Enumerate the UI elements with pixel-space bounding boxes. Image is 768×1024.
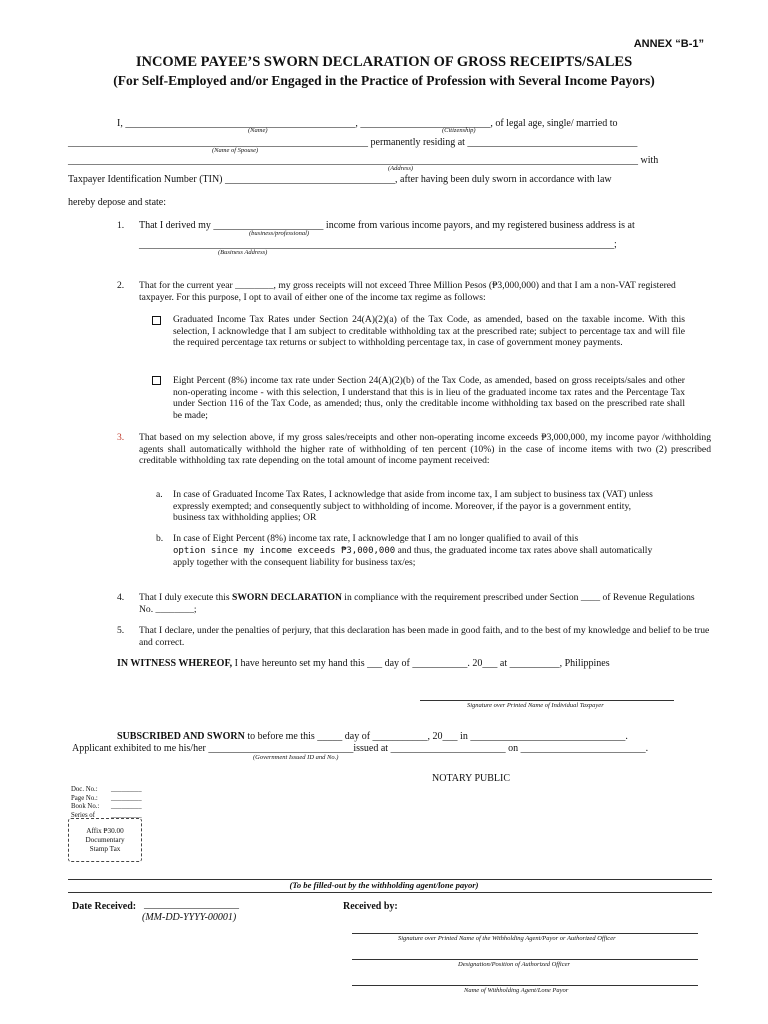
doc-field: Book No.: _________	[71, 803, 142, 811]
item-3a-label: a.	[156, 489, 163, 500]
applicant-id-line: Applicant exhibited to me his/her _____________________________issued at _______________________ on _________________________.	[72, 743, 649, 754]
subscribed-text: to before me this _____ day of ___________, 20___ in _______________________________.	[244, 731, 628, 742]
stamp-line-2: Documentary	[85, 836, 125, 844]
item-3b-text-1: In case of Eight Percent (8%) income tax rate, I acknowledge that I am no longer qualified to avail of this	[173, 533, 579, 544]
page-subtitle: (For Self-Employed and/or Engaged in the Practice of Profession with Several Income Payors)	[113, 73, 655, 88]
caption-designation: Designation/Position of Authorized Officer	[458, 961, 571, 968]
item-5-number: 5.	[117, 625, 125, 636]
item-4-post: in compliance with the requirement prescribed under Section ____ of Revenue Regulations No. ________;	[139, 592, 695, 615]
item-3-text: That based on my selection above, if my gross sales/receipts and other non-operating income exceeds ₱3,000,000, my income payor /withholding agents shall automatically withhold the higher rate of withholding of ten percent (10%) in the case of income items with two (2) prescribed creditable withholding tax rate depending on the total amount of income payment received:	[139, 432, 711, 467]
doc-field: Page No.: _________	[71, 794, 142, 802]
section-divider-bottom	[68, 892, 712, 893]
item-2-number: 2.	[117, 280, 125, 291]
taxpayer-signature-caption: Signature over Printed Name of Individual Taxpayer	[467, 702, 604, 709]
date-received-label: Date Received:	[72, 901, 137, 912]
notary-public-label: NOTARY PUBLIC	[432, 773, 511, 784]
checkbox-graduated-rates[interactable]	[152, 316, 161, 325]
caption-spouse: (Name of Spouse)	[212, 147, 259, 154]
item-1-number: 1.	[117, 220, 125, 231]
stamp-line-1: Affix ₱30.00	[86, 827, 124, 835]
documentary-stamp-box	[68, 818, 142, 862]
subscribed-bold: SUBSCRIBED AND SWORN	[117, 731, 245, 742]
annex-label: ANNEX “B-1”	[633, 38, 704, 50]
item-4-number: 4.	[117, 592, 125, 603]
item-3b-text	[173, 533, 663, 569]
item-4-text	[139, 592, 711, 615]
item-3a-text: In case of Graduated Income Tax Rates, I acknowledge that aside from income tax, I am subject to business tax (VAT) unless expressly exempted; and consequently subject to withholding of income. Moreover, if the payor is a government entity, business tax withholding applies; OR	[173, 489, 653, 524]
caption-business-address: (Business Address)	[218, 249, 268, 256]
intro-line-3: __________________________________________________________________________________________________________________ with	[68, 155, 659, 166]
item-4-bold: SWORN DECLARATION	[231, 592, 342, 603]
intro-line-1: I, ______________________________________________, __________________________, of legal age, single/ married to	[117, 118, 618, 129]
item-5-text: That I declare, under the penalties of perjury, that this declaration has been made in good faith, and to the best of my knowledge and belief to be true and correct.	[139, 625, 710, 648]
witness-bold: IN WITNESS WHEREOF,	[117, 658, 233, 669]
stamp-line-3: Stamp Tax	[89, 845, 121, 853]
item-1-address-line: _______________________________________________________________________________________________;	[139, 239, 617, 250]
intro-line-5: hereby depose and state:	[68, 197, 167, 208]
caption-government-id: (Government Issued ID and No.)	[253, 754, 339, 761]
item-3-number: 3.	[117, 432, 125, 443]
withholding-agent-name-line[interactable]	[352, 985, 698, 986]
designation-line[interactable]	[352, 959, 698, 960]
caption-citizenship: (Citizenship)	[442, 127, 476, 134]
date-format-caption: (MM-DD-YYYY-00001)	[142, 912, 237, 923]
received-by-label: Received by:	[343, 901, 398, 912]
item-3b-text-3: and thus, the graduated income tax rates above shall automatically apply together with the consequent liability for business tax/es;	[173, 544, 653, 569]
doc-field: Series of _________	[71, 811, 142, 819]
checkbox-eight-percent[interactable]	[152, 376, 161, 385]
item-3b-text-2: option since my income exceeds ₱3,000,000	[173, 545, 396, 556]
option-graduated-rates-text: Graduated Income Tax Rates under Section 24(A)(2)(a) of the Tax Code, as amended, based on the taxable income. With this selection, I acknowledge that I am subject to creditable withholding tax at the prescribed rate; subject to percentage tax and will file the required percentage tax returns or subject to withholding percentage tax, in case of government money payments.	[173, 314, 685, 349]
date-received-line: ___________________	[144, 899, 239, 910]
withholding-agent-header: (To be filled-out by the withholding agent/lone payor)	[289, 880, 479, 890]
option-eight-percent-text: Eight Percent (8%) income tax rate under Section 24(A)(2)(b) of the Tax Code, as amended, based on gross receipts/sales and other non-operating income - with this selection, I understand that this is in lieu of the graduated income tax rates and the Percentage Tax under Section 116 of the Tax Code, as amended; thus, only the creditable income withholding tax based on the prescribed rate shall be made;	[173, 375, 685, 422]
item-4-pre: That I duly execute this	[139, 592, 232, 603]
caption-business-professional: (business/professional)	[249, 230, 310, 237]
witness-text: I have hereunto set my hand this ___ day of ___________. 20___ at __________, Philippines	[232, 658, 610, 669]
doc-fields	[71, 786, 142, 820]
doc-field: Doc. No.: _________	[71, 786, 142, 793]
caption-name: (Name)	[248, 127, 268, 134]
item-2-text: That for the current year ________, my gross receipts will not exceed Three Million Pesos (₱3,000,000) and that I am a non-VAT registered taxpayer. For this purpose, I opt to avail of either one of the income tax regime as follows:	[139, 280, 676, 303]
subscribed-line	[117, 731, 628, 742]
caption-withholding-agent-name: Name of Withholding Agent/Lone Payor	[464, 987, 569, 994]
caption-authorized-officer-signature: Signature over Printed Name of the Withholding Agent/Payor or Authorized Officer	[398, 935, 616, 942]
intro-line-2: ____________________________________________________________ permanently residing at __________________________________	[68, 137, 638, 148]
page-title: INCOME PAYEE’S SWORN DECLARATION OF GROSS RECEIPTS/SALES	[135, 54, 633, 70]
taxpayer-signature-line	[420, 700, 674, 701]
authorized-officer-signature-line[interactable]	[352, 933, 698, 934]
caption-address: (Address)	[388, 165, 414, 172]
item-3b-label: b.	[156, 533, 164, 544]
item-1-text: That I derived my ______________________ income from various income payors, and my registered business address is at	[139, 220, 635, 231]
witness-line	[117, 658, 610, 669]
intro-line-4: Taxpayer Identification Number (TIN) __________________________________, after having been duly sworn in accordance with law	[68, 174, 612, 185]
